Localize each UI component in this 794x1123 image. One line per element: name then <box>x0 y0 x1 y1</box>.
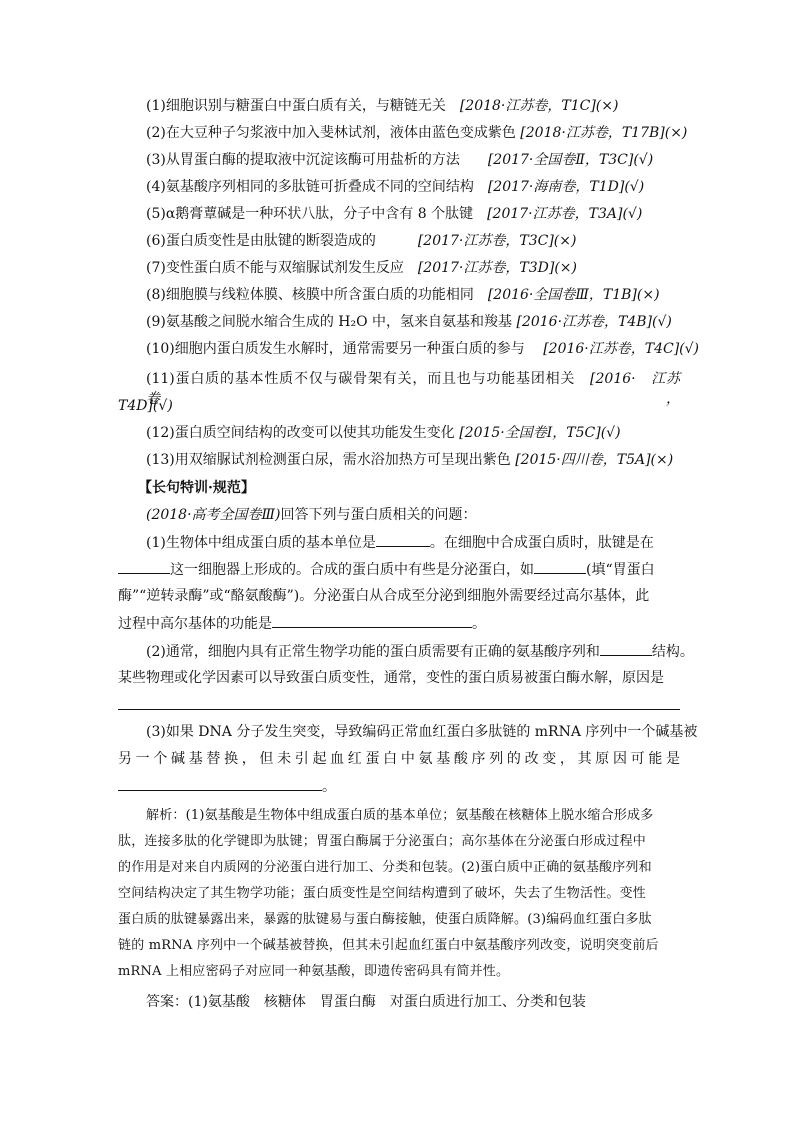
answer-blank[interactable] <box>376 532 430 547</box>
explanation-line-5: 蛋白质的肽键暴露出来，暴露的肽键易与蛋白酶接触，使蛋白质降解。(3)编码血红蛋白多肽 <box>118 912 652 927</box>
explanation-line-2: 肽，连接多肽的化学键即为肽键；胃蛋白酶属于分泌蛋白；高尔基体在分泌蛋白形成过程中 <box>118 834 647 849</box>
judgment-11-cont: T4D](√) <box>118 398 173 414</box>
q3-line-2: 另一个碱基替换，但未引起血红蛋白中氨基酸序列的改变，其原因可能是 <box>118 751 680 767</box>
judgment-2: (2)在大豆种子匀浆液中加入斐林试剂，液体由蓝色变成紫色 [2018·江苏卷，T17B](×) <box>146 125 688 141</box>
judgment-10: (10)细胞内蛋白质发生水解时，通常需要另一种蛋白质的参与 [2016·江苏卷，T4C](√) <box>146 341 700 357</box>
explanation-line-4: 空间结构决定了其生物学功能；蛋白质变性是空间结构遭到了破坏，失去了生物活性。变性 <box>118 886 647 901</box>
q1-line-1: (1)生物体中组成蛋白质的基本单位是 。在细胞中合成蛋白质时，肽键是在 <box>146 532 680 553</box>
judgment-13: (13)用双缩脲试剂检测蛋白尿，需水浴加热方可呈现出紫色 [2015·四川卷，T5A](×) <box>146 452 674 468</box>
q3-line-3: 。 <box>118 776 680 797</box>
explanation-line-1: 解析：(1)氨基酸是生物体中组成蛋白质的基本单位；氨基酸在核糖体上脱水缩合形成多 <box>146 808 654 823</box>
answer-blank[interactable] <box>118 776 322 791</box>
judgment-8: (8)细胞膜与线粒体膜、核膜中所含蛋白质的功能相同 [2016·全国卷Ⅲ，T1B](×) <box>146 287 660 303</box>
judgment-6: (6)蛋白质变性是由肽键的断裂造成的 [2017·江苏卷，T3C](×) <box>146 233 577 249</box>
question-intro: (2018·高考全国卷Ⅲ)回答下列与蛋白质相关的问题： <box>146 507 477 523</box>
q1-line-4: 过程中高尔基体的功能是 。 <box>118 613 680 634</box>
answer-blank[interactable] <box>600 641 652 656</box>
q2-line-2: 某些物理或化学因素可以导致蛋白质变性，通常，变性的蛋白质易被蛋白酶水解，原因是 <box>118 670 664 686</box>
answer-blank[interactable] <box>118 559 170 574</box>
judgment-1: (1)细胞识别与糖蛋白中蛋白质有关，与糖链无关 [2018·江苏卷，T1C](×) <box>146 98 619 114</box>
answer-blank[interactable] <box>272 613 472 628</box>
judgment-4: (4)氨基酸序列相同的多肽链可折叠成不同的空间结构 [2017·海南卷，T1D](√) <box>146 179 645 195</box>
answer-line: 答案：(1)氨基酸 核糖体 胃蛋白酶 对蛋白质进行加工、分类和包装 <box>146 994 586 1010</box>
answer-blank-line[interactable] <box>118 708 680 710</box>
judgment-5: (5)α鹅膏蕈碱是一种环状八肽，分子中含有 8 个肽键 [2017·江苏卷，T3A](√) <box>146 206 643 222</box>
q1-line-3: 酶”“逆转录酶”或“酪氨酸酶”)。分泌蛋白从合成至分泌到细胞外需要经过高尔基体，此 <box>118 588 650 604</box>
judgment-12: (12)蛋白质空间结构的改变可以使其功能发生变化 [2015·全国卷Ⅰ，T5C](√) <box>146 425 621 441</box>
explanation-line-6: 链的 mRNA 序列中一个碱基被替换，但其未引起血红蛋白中氨基酸序列改变，说明突变前后 <box>118 938 659 953</box>
judgment-11: (11)蛋白质的基本性质不仅与碳骨架有关，而且也与功能基团相关 [2016· 江苏卷， <box>146 371 680 407</box>
answer-blank[interactable] <box>534 559 586 574</box>
section-title: 【长句特训·规范】 <box>138 480 255 496</box>
judgment-3: (3)从胃蛋白酶的提取液中沉淀该酶可用盐析的方法 [2017·全国卷Ⅱ，T3C](√) <box>146 152 654 168</box>
judgment-7: (7)变性蛋白质不能与双缩脲试剂发生反应 [2017·江苏卷，T3D](×) <box>146 260 577 276</box>
explanation-line-7: mRNA 上相应密码子对应同一种氨基酸，即遗传密码具有简并性。 <box>118 964 510 979</box>
explanation-line-3: 的作用是对来自内质网的分泌蛋白进行加工、分类和包装。(2)蛋白质中正确的氨基酸序列和 <box>118 860 652 875</box>
q3-line-1: (3)如果 DNA 分子发生突变，导致编码正常血红蛋白多肽链的 mRNA 序列中一个碱基被 <box>146 724 698 740</box>
q1-line-2: 这一细胞器上形成的。合成的蛋白质中有些是分泌蛋白，如 (填“胃蛋白 <box>118 559 680 580</box>
q2-line-1: (2)通常，细胞内具有正常生物学功能的蛋白质需要有正确的氨基酸序列和 结构。 <box>146 641 680 662</box>
judgment-9: (9)氨基酸之间脱水缩合生成的 H₂O 中，氢来自氨基和羧基 [2016·江苏卷，T4B](√) <box>146 314 672 330</box>
